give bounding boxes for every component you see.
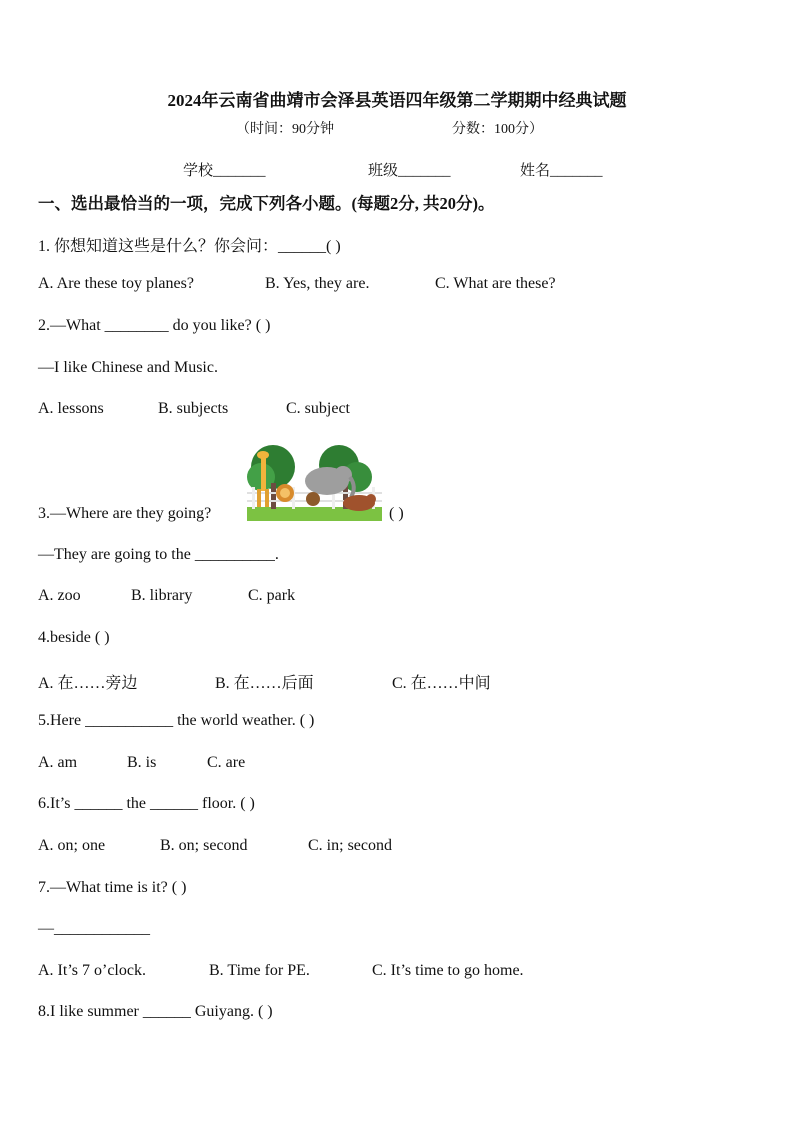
question-5-option-a: A. am bbox=[38, 754, 78, 771]
school-field: 学校_______ bbox=[183, 163, 266, 179]
question-2-stem: 2.—What ________ do you like? ( ) bbox=[38, 317, 271, 334]
exam-title: 2024年云南省曲靖市会泽县英语四年级第二学期期中经典试题 bbox=[167, 91, 627, 110]
question-4-option-b: B. 在……后面 bbox=[215, 675, 314, 692]
name-field: 姓名_______ bbox=[520, 163, 603, 179]
question-8-stem: 8.I like summer ______ Guiyang. ( ) bbox=[38, 1003, 273, 1020]
question-5-stem: 5.Here ___________ the world weather. ( ) bbox=[38, 712, 315, 729]
question-3-paren: ( ) bbox=[389, 505, 404, 522]
question-5-option-b: B. is bbox=[127, 754, 157, 771]
question-6-option-a: A. on; one bbox=[38, 837, 106, 854]
question-6-stem: 6.It’s ______ the ______ floor. ( ) bbox=[38, 795, 255, 812]
question-5-option-c: C. are bbox=[207, 754, 246, 771]
question-2-option-a: A. lessons bbox=[38, 400, 104, 417]
exam-score: 分数：100分） bbox=[452, 122, 543, 137]
question-4-stem: 4.beside ( ) bbox=[38, 629, 110, 646]
question-4-option-a: A. 在……旁边 bbox=[38, 675, 138, 692]
question-3-option-c: C. park bbox=[248, 587, 296, 604]
question-6-option-c: C. in; second bbox=[308, 837, 392, 854]
question-7-option-b: B. Time for PE. bbox=[209, 962, 310, 979]
question-3-option-b: B. library bbox=[131, 587, 193, 604]
question-1-option-a: A. Are these toy planes? bbox=[38, 275, 194, 292]
question-4-option-c: C. 在……中间 bbox=[392, 675, 491, 692]
question-7-answer: —____________ bbox=[38, 920, 150, 937]
section-heading: 一、选出最恰当的一项，完成下列各小题。(每题2分, 共20分)。 bbox=[38, 194, 495, 213]
question-3-answer: —They are going to the __________. bbox=[38, 546, 279, 563]
question-2-answer: —I like Chinese and Music. bbox=[38, 359, 218, 376]
zoo-illustration bbox=[247, 443, 382, 521]
question-2-option-b: B. subjects bbox=[158, 400, 229, 417]
exam-time: （时间：90分钟 bbox=[236, 122, 334, 137]
question-7-option-c: C. It’s time to go home. bbox=[372, 962, 524, 979]
question-7-option-a: A. It’s 7 o’clock. bbox=[38, 962, 146, 979]
question-2-option-c: C. subject bbox=[286, 400, 350, 417]
question-3-stem: 3.—Where are they going? bbox=[38, 505, 212, 522]
question-1-option-c: C. What are these? bbox=[435, 275, 556, 292]
class-field: 班级_______ bbox=[368, 163, 451, 179]
question-6-option-b: B. on; second bbox=[160, 837, 248, 854]
question-3-option-a: A. zoo bbox=[38, 587, 81, 604]
question-1-stem: 1. 你想知道这些是什么？你会问：______( ) bbox=[38, 238, 341, 255]
question-7-stem: 7.—What time is it? ( ) bbox=[38, 879, 187, 896]
question-1-option-b: B. Yes, they are. bbox=[265, 275, 370, 292]
